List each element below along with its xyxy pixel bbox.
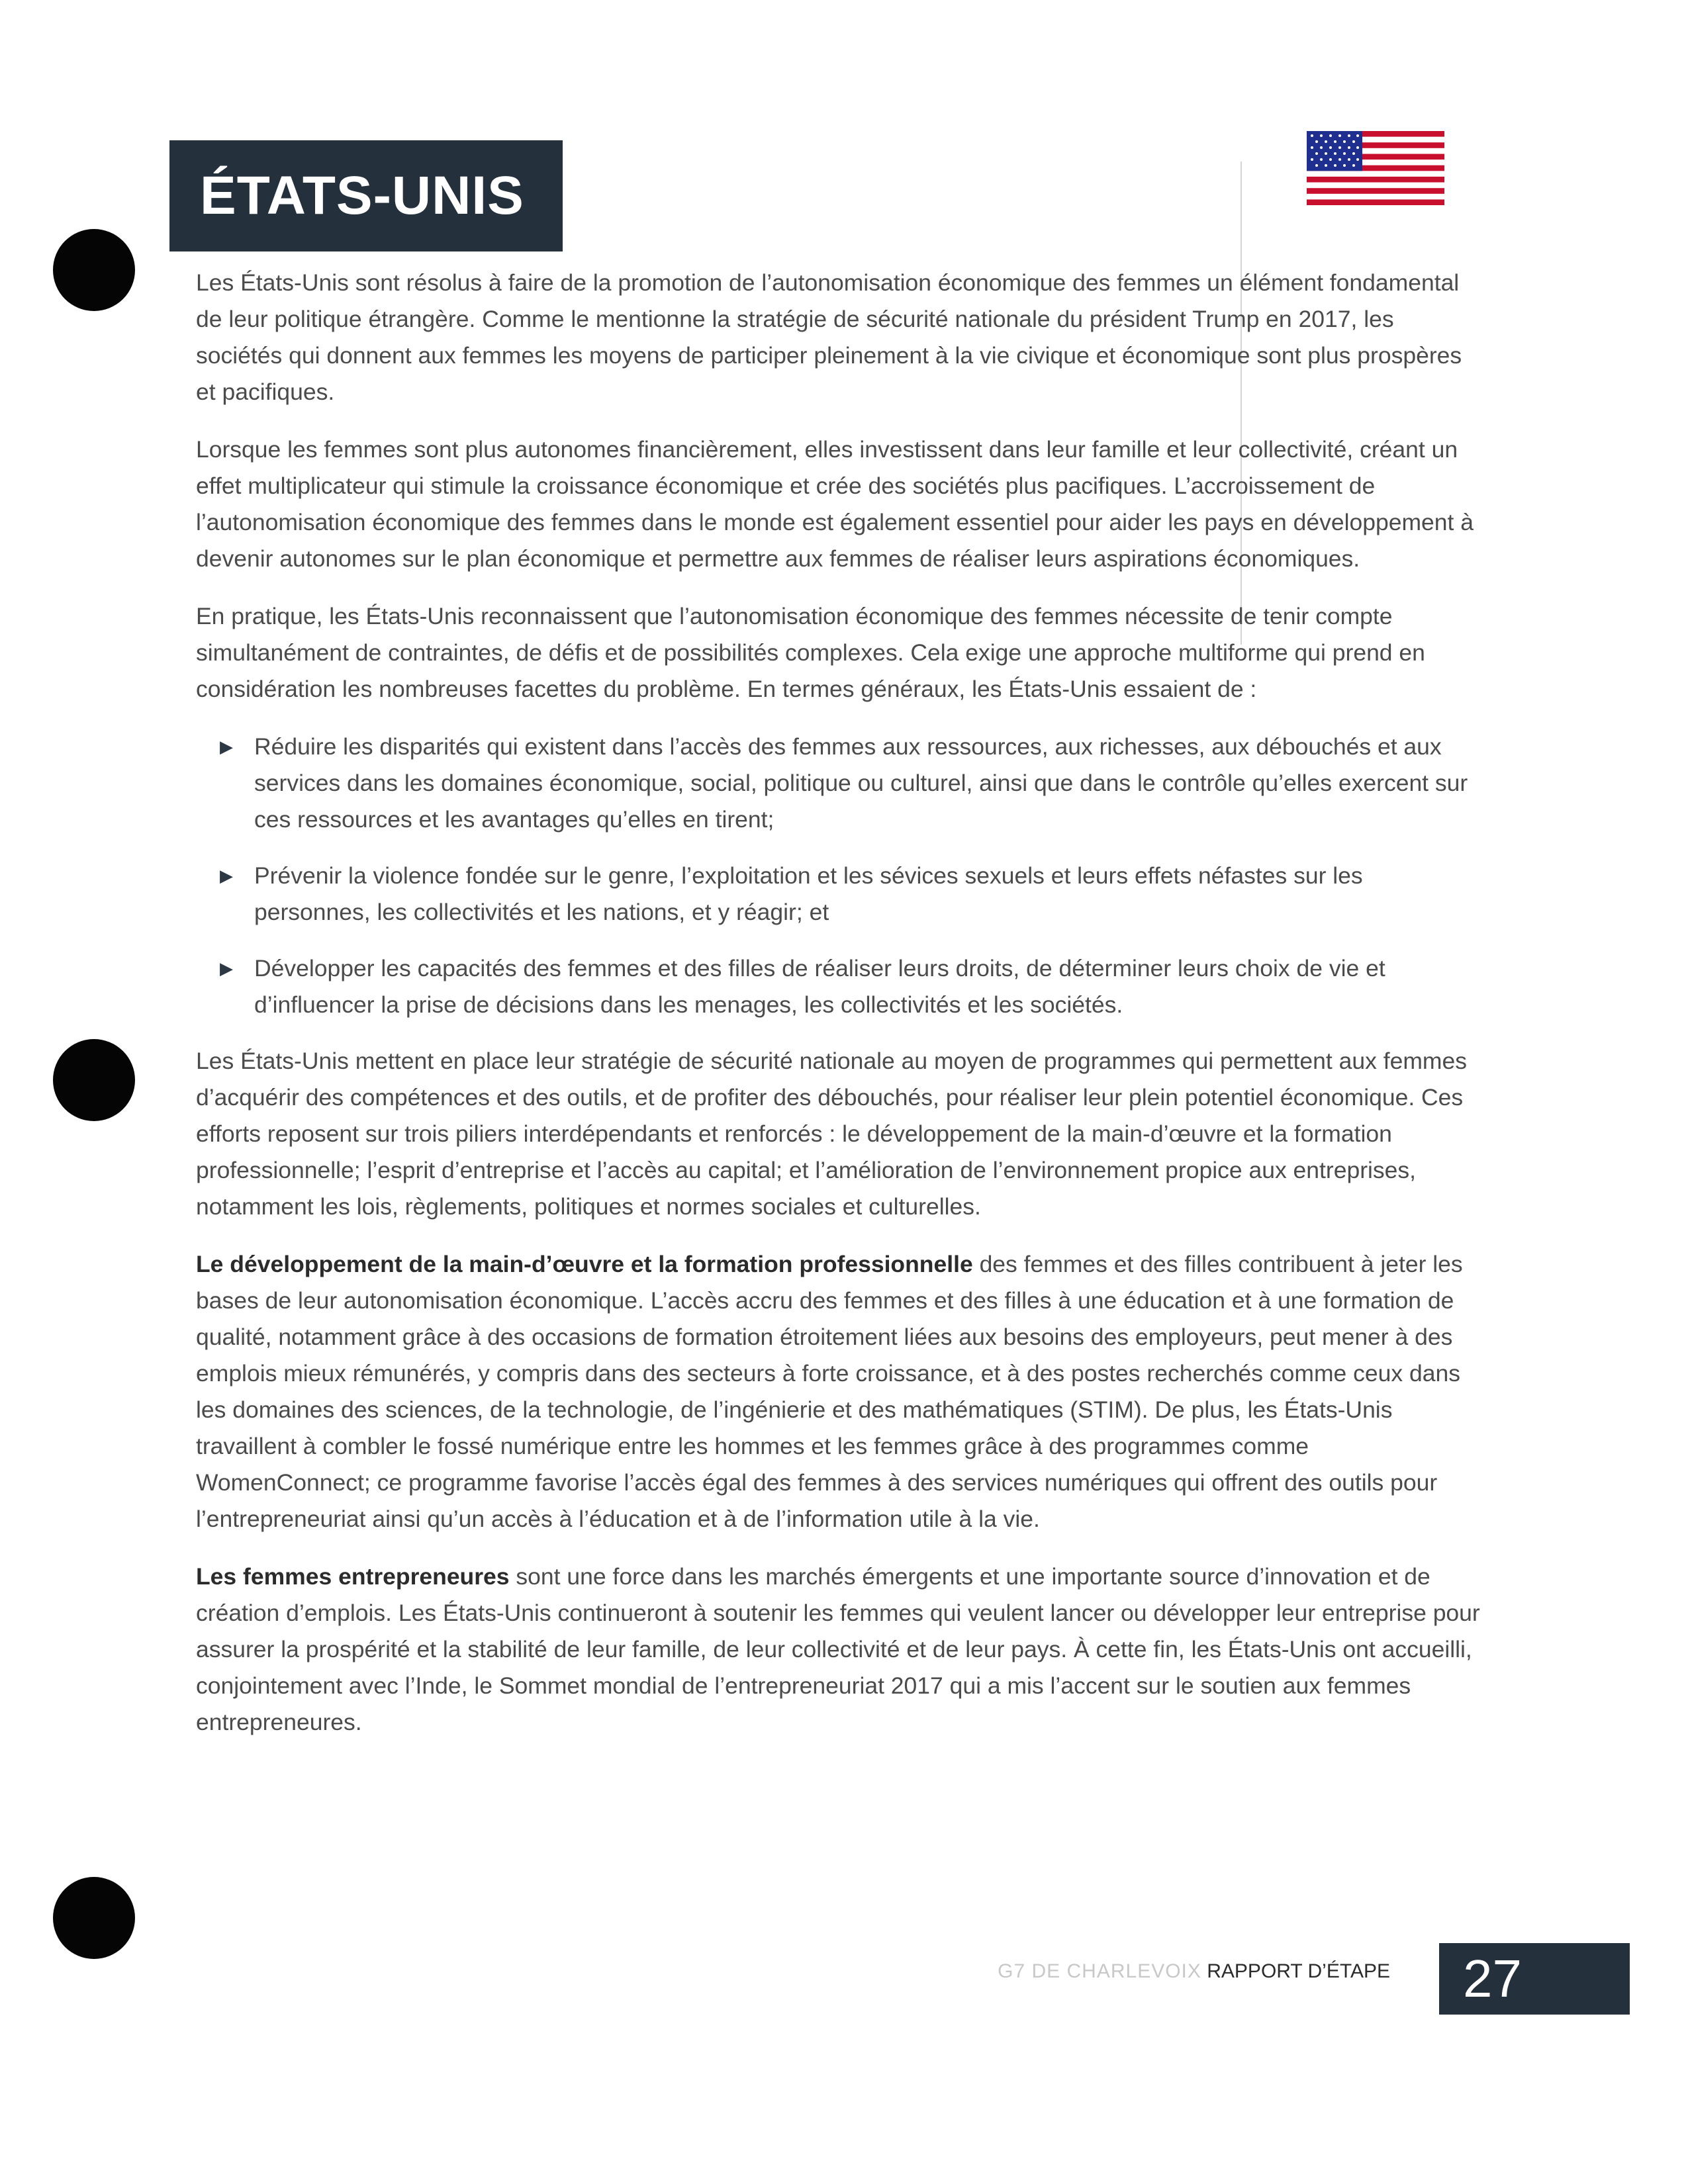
list-item-text: Réduire les disparités qui existent dans l’accès des femmes aux ressources, aux richesses, aux débouchés et aux services dans les domaines économique, social, politique ou culturel, ainsi que dans le contrôle qu’elles exercent sur ces ressources et les avantages qu’elles en tirent; [254, 733, 1468, 833]
paragraph-workforce [196, 1246, 1480, 1537]
list-item [196, 858, 1480, 931]
page-title: ÉTATS-UNIS [200, 165, 524, 226]
page-title-banner [169, 140, 563, 251]
list-item [196, 950, 1480, 1023]
body-text [196, 265, 1480, 1762]
paragraph-intro-3: En pratique, les États-Unis reconnaissent que l’autonomisation économique des femmes nécessite de tenir compte simultanément de contraintes, de défis et de possibilités complexes. Cela exige une approche multiforme qui prend en considération les nombreuses facettes du problème. En termes généraux, les États-Unis essaient de : [196, 603, 1425, 702]
workforce-lead: Le développement de la main-d’œuvre et la formation professionnelle [196, 1251, 973, 1277]
paragraph-intro-1: Les États-Unis sont résolus à faire de la promotion de l’autonomisation économique des femmes un élément fondamental de leur politique étrangère. Comme le mentionne la stratégie de sécurité nationale du président Trump en 2017, les sociétés qui donnent aux femmes les moyens de participer pleinement à la vie civique et économique sont plus prospères et pacifiques. [196, 269, 1462, 405]
us-flag-icon [1307, 131, 1444, 205]
page-number-box [1439, 1943, 1630, 2015]
punch-hole-middle [53, 1039, 135, 1121]
punch-hole-top [53, 229, 135, 311]
footer-report-title: RAPPORT D’ÉTAPE [1207, 1960, 1390, 1982]
triangle-bullet-icon: ▶ [220, 737, 233, 756]
workforce-text: des femmes et des filles contribuent à jeter les bases de leur autonomisation économique. L’accès accru des femmes et des filles à une éducation et à une formation de qualité, notamment grâce à des occasions de formation étroitement liées aux besoins des employeurs, peut mener à des emplois mieux rémunérés, y compris dans des secteurs à forte croissance, et à des postes recherchés comme ceux dans les domaines des sciences, de la technologie, de l’ingénierie et des mathématiques (STIM). De plus, les États-Unis travaillent à combler le fossé numérique entre les hommes et les femmes grâce à des programmes comme WomenConnect; ce programme favorise l’accès égal des femmes à des services numériques qui offrent des outils pour l’entrepreneuriat ainsi qu’un accès à l’éducation et à de l’information utile à la vie. [196, 1251, 1463, 1532]
punch-hole-bottom [53, 1877, 135, 1959]
footer-label [861, 1960, 1390, 1983]
entrepreneurs-lead: Les femmes entrepreneures [196, 1563, 510, 1590]
entrepreneurs-text: sont une force dans les marchés émergents et une importante source d’innovation et de création d’emplois. Les États-Unis continueront à soutenir les femmes qui veulent lancer ou développer leur entreprise pour assurer la prospérité et la stabilité de leur famille, de leur collectivité et de leur pays. À cette fin, les États-Unis ont accueilli, conjointement avec l’Inde, le Sommet mondial de l’entrepreneuriat 2017 qui a mis l’accent sur le soutien aux femmes entrepreneures. [196, 1563, 1480, 1735]
triangle-bullet-icon: ▶ [220, 866, 233, 886]
paragraph-intro-2: Lorsque les femmes sont plus autonomes financièrement, elles investissent dans leur famille et leur collectivité, créant un effet multiplicateur qui stimule la croissance économique et crée des sociétés plus pacifiques. L’accroissement de l’autonomisation économique des femmes dans le monde est également essentiel pour aider les pays en développement à devenir autonomes sur le plan économique et permettre aux femmes de réaliser leurs aspirations économiques. [196, 436, 1474, 572]
footer-prefix: G7 DE CHARLEVOIX [998, 1960, 1201, 1982]
list-item [196, 729, 1480, 838]
list-item-text: Développer les capacités des femmes et des filles de réaliser leurs droits, de déterminer leurs choix de vie et d’influencer la prise de décisions dans les menages, les collectivités et les sociétés. [254, 955, 1385, 1018]
paragraph-strategy: Les États-Unis mettent en place leur stratégie de sécurité nationale au moyen de programmes qui permettent aux femmes d’acquérir des compétences et des outils, et de profiter des débouchés, pour réaliser leur plein potentiel économique. Ces efforts reposent sur trois piliers interdépendants et renforcés : le développement de la main-d’œuvre et la formation professionnelle; l’esprit d’entreprise et l’accès au capital; et l’amélioration de l’environnement propice aux entreprises, notamment les lois, règlements, politiques et normes sociales et culturelles. [196, 1048, 1467, 1220]
page-number: 27 [1463, 1949, 1522, 2008]
list-item-text: Prévenir la violence fondée sur le genre, l’exploitation et les sévices sexuels et leurs effets néfastes sur les personnes, les collectivités et les nations, et y réagir; et [254, 862, 1363, 925]
paragraph-entrepreneurs [196, 1559, 1480, 1741]
triangle-bullet-icon: ▶ [220, 958, 233, 978]
objectives-list [196, 729, 1480, 1023]
